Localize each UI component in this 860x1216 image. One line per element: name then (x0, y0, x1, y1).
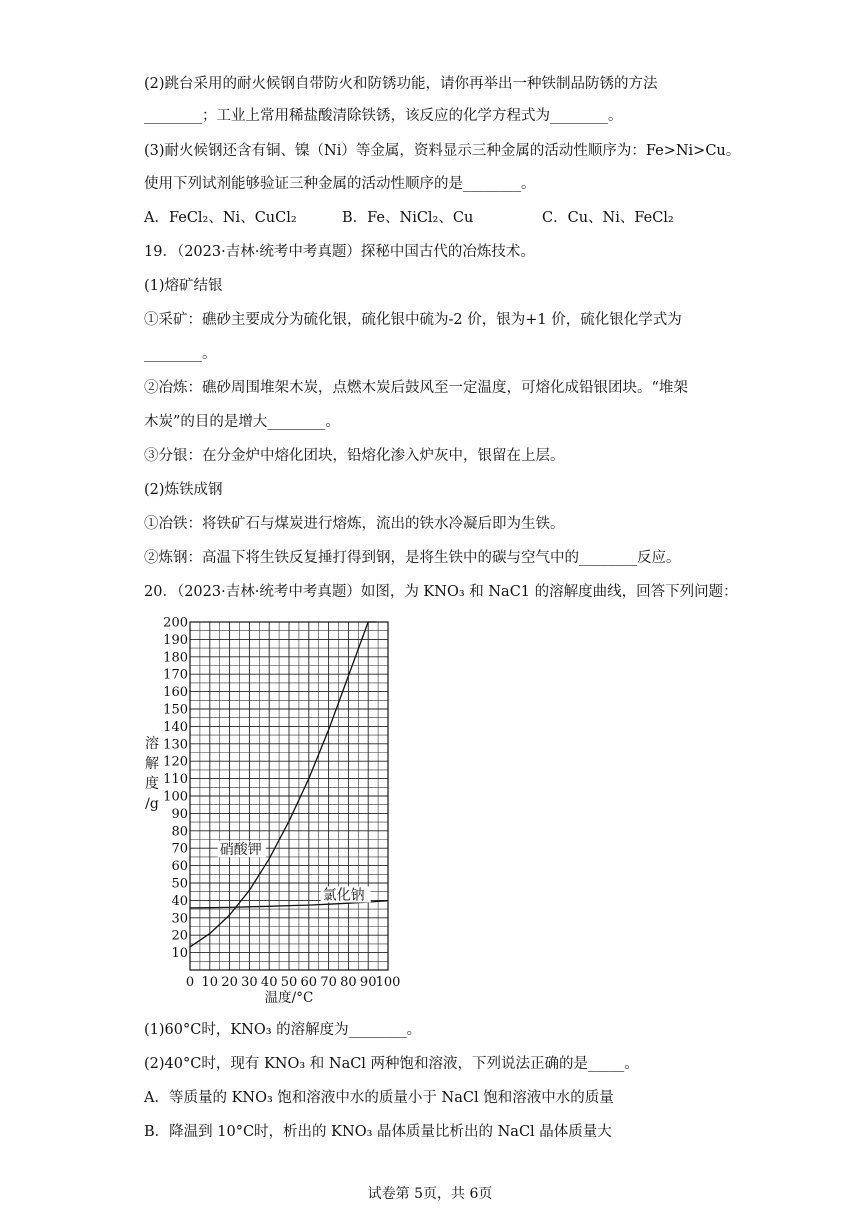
y-tick-label: 110 (163, 772, 188, 788)
y-axis-label: 溶 (145, 736, 159, 752)
q19-item3: ③分银：在分金炉中熔化团块，铅熔化渗入炉灰中，银留在上层。 (144, 448, 565, 464)
y-tick-label: 150 (163, 702, 188, 718)
x-tick-label: 70 (320, 975, 337, 990)
y-axis-label: /g (145, 796, 159, 812)
y-axis-label: 解 (145, 756, 159, 772)
y-tick-label: 140 (163, 719, 188, 735)
q19-item2-line2: 木炭”的目的是增大________。 (144, 414, 340, 430)
q19-title: 19．（2023·吉林·统考中考真题）探秘中国古代的冶炼技术。 (144, 244, 535, 260)
q19-item1-line1: ①采矿：礁砂主要成分为硫化银，硫化银中硫为-2 价，银为+1 价，硫化银化学式为 (144, 312, 682, 328)
x-tick-label: 60 (300, 975, 318, 990)
y-tick-label: 130 (163, 737, 188, 753)
q19-item2-line1: ②冶炼：礁砂周围堆架木炭，点燃木炭后鼓风至一定温度，可熔化成铅银团块。“堆架 (144, 380, 688, 396)
y-axis-label: 度 (145, 776, 159, 792)
x-tick-label: 40 (260, 975, 278, 990)
x-tick-label: 50 (280, 975, 298, 990)
q20-part2: (2)40°C时，现有 KNO₃ 和 NaCl 两种饱和溶液，下列说法正确的是_____。 (144, 1056, 639, 1072)
q19-smelt-iron: ①冶铁：将铁矿石与煤炭进行熔炼，流出的铁水冷凝后即为生铁。 (144, 516, 565, 532)
q18-option-a: A．FeCl₂、Ni、CuCl₂ (144, 210, 297, 226)
q18-option-b: B．Fe、NiCl₂、Cu (342, 210, 474, 226)
y-tick-label: 30 (171, 911, 188, 927)
q19-section2: (2)炼铁成钢 (144, 482, 223, 498)
y-tick-label: 200 (163, 615, 188, 631)
y-tick-label: 180 (163, 650, 188, 666)
x-tick-label: 100 (375, 975, 400, 990)
x-tick-label: 80 (340, 975, 357, 990)
page-footer: 试卷第 5页，共 6页 (367, 1186, 493, 1202)
y-tick-label: 190 (163, 632, 188, 648)
q19-make-steel: ②炼钢：高温下将生铁反复捶打得到钢，是将生铁中的碳与空气中的________反应。 (144, 550, 681, 566)
y-tick-label: 10 (171, 946, 188, 962)
y-tick-label: 170 (163, 667, 188, 683)
x-axis-label: 温度/°C (264, 990, 314, 1004)
q20-option-b: B．降温到 10°C时，析出的 KNO₃ 晶体质量比析出的 NaCl 晶体质量大 (144, 1124, 612, 1140)
x-tick-label: 30 (241, 975, 258, 990)
y-tick-label: 60 (171, 859, 188, 875)
y-tick-label: 70 (171, 841, 188, 857)
solubility-chart (140, 612, 400, 1004)
x-tick-label: 0 (185, 975, 195, 990)
y-tick-label: 90 (171, 806, 188, 822)
q18-part3-line1: (3)耐火候钢还含有铜、镍（Ni）等金属，资料显示三种金属的活动性顺序为：Fe>Ni>Cu。 (144, 143, 741, 159)
series-label-kno3: 硝酸钾 (219, 842, 262, 859)
q18-part2-line1: (2)跳台采用的耐火候钢自带防火和防锈功能，请你再举出一种铁制品防锈的方法 (144, 76, 658, 92)
q20-option-a: A．等质量的 KNO₃ 饱和溶液中水的质量小于 NaCl 饱和溶液中水的质量 (144, 1090, 614, 1106)
y-tick-label: 40 (171, 893, 188, 909)
y-tick-label: 120 (163, 754, 188, 770)
y-tick-label: 50 (171, 876, 188, 892)
q18-option-c: C．Cu、Ni、FeCl₂ (542, 210, 674, 226)
y-tick-label: 80 (171, 824, 188, 840)
q19-item1-line2: ________。 (144, 346, 217, 362)
q18-part2-line2: ________；工业上常用稀盐酸清除铁锈，该反应的化学方程式为________。 (144, 108, 623, 124)
q19-section1: (1)熔矿结银 (144, 278, 223, 294)
q18-part3-line2: 使用下列试剂能够验证三种金属的活动性顺序的是________。 (144, 176, 536, 192)
series-label-nacl: 氯化钠 (322, 887, 365, 904)
q20-part1: (1)60°C时，KNO₃ 的溶解度为________。 (144, 1022, 422, 1038)
x-tick-label: 20 (221, 975, 238, 990)
q20-title: 20．（2023·吉林·统考中考真题）如图，为 KNO₃ 和 NaC1 的溶解度曲线，回答下列问题： (144, 584, 738, 600)
x-tick-label: 10 (201, 975, 219, 990)
y-tick-label: 20 (171, 928, 188, 944)
x-tick-label: 90 (359, 975, 377, 990)
y-tick-label: 100 (163, 789, 188, 805)
y-tick-label: 160 (163, 685, 188, 701)
